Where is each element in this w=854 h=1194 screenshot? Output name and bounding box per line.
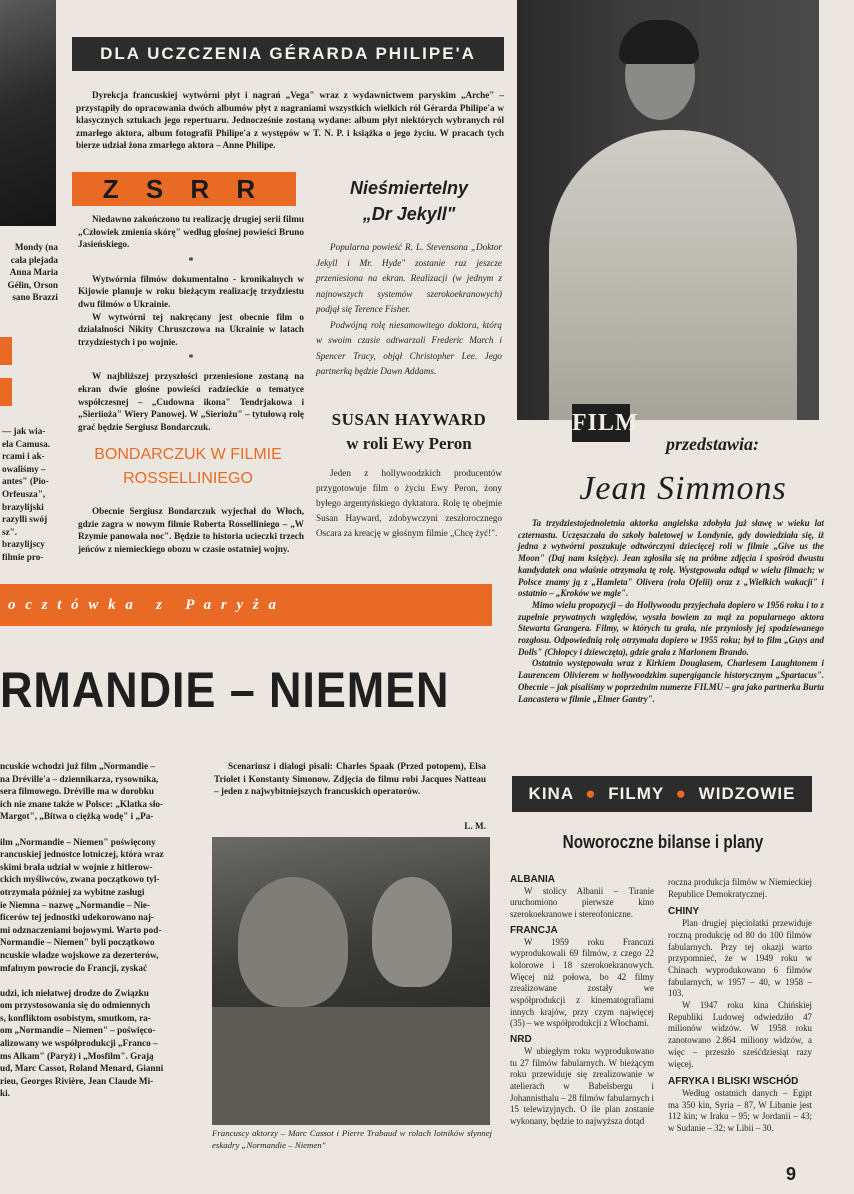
actor-uniform bbox=[212, 1007, 490, 1125]
postcard-line: ud, Marc Cassot, Roland Menard, Gianni bbox=[0, 1063, 164, 1074]
kina-paragraph: roczna produkcja filmów w Niemieckiej Republice Demokratycznej. bbox=[668, 877, 812, 899]
bullet-icon: ● bbox=[675, 784, 687, 803]
fragment-line: Mondy (na bbox=[14, 242, 58, 252]
bondarczuk-article: Obecnie Sergiusz Bondarczuk wyjechał do Włoch, gdzie zagra w nowym filmie Roberta Rosselliniego – „W Rzymie panowała noc". Będzie to historia ucieczki trzech jeńców z niemieckiego obozu w czasie ostatniej wojny. bbox=[78, 506, 304, 554]
jekyll-title-line: „Dr Jekyll" bbox=[362, 204, 456, 224]
fragment-line: Gélin, Orson bbox=[7, 279, 58, 290]
zsrr-paragraph: W wytwórni tej nakręcany jest obecnie film o działalności Nikity Chruszczowa na Ukrainie w latach trzydziestych i po wojnie. bbox=[78, 311, 304, 347]
postcard-line: mfalnym powrocie do Francji, zyskać bbox=[0, 962, 148, 973]
bondarczuk-title-line: ROSSELLINIEGO bbox=[123, 470, 253, 487]
postcard-banner: o c z t ó w k a z P a r y ż a bbox=[0, 584, 492, 626]
postcard-line: ie Niemna – nazwę „Normandie – Nie- bbox=[0, 899, 151, 910]
kina-paragraph: Plan drugiej pięciolatki przewiduje roczną produkcję od 80 do 100 filmów fabularnych. Przy tej okazji warto przypomnieć, że w 1949 roku w Chinach wyprodukowano 6 filmów fabularnych, w 1957 – 40, w 1958 – 103. bbox=[668, 918, 812, 999]
kina-banner-word: WIDZOWIE bbox=[698, 784, 796, 803]
section-heading-nrd: NRD bbox=[510, 1034, 532, 1046]
kina-banner-word: FILMY bbox=[608, 784, 664, 803]
fragment-line: brazylijscy bbox=[2, 539, 45, 550]
postcard-line bbox=[0, 823, 196, 836]
kina-headline: Noworoczne bilanse i plany bbox=[562, 832, 764, 852]
figure-hair bbox=[619, 20, 699, 64]
postcard-line: udzi, ich niełatwej drodze do Związku bbox=[0, 987, 149, 998]
postcard-line: om „Normandie – Niemen" – poświęco- bbox=[0, 1025, 156, 1036]
jekyll-title-line: Nieśmiertelny bbox=[349, 178, 469, 198]
jean-simmons-paragraph: Mimo wielu propozycji – do Hollywoodu przyjechała dopiero w 1956 roku i to z zupełnie prywatnych względów, wyszła bowiem za mąż za popularnego aktora Stewarta Grangera. Filmy, w których tu grała, nie przyniosły jej spodziewanego rozgłosu. Odpowiednią rolę otrzymała dopiero w 1955 roku; był to film „Guys and Dolls" (Chłopcy i dziewczęta), gdzie grała z Marlonem Brando. bbox=[518, 599, 824, 657]
jean-simmons-photo bbox=[517, 0, 819, 420]
fragment-orange-block bbox=[0, 337, 12, 365]
postcard-headline: RMANDIE – NIEMEN bbox=[0, 662, 450, 718]
normandie-niemen-photo bbox=[212, 837, 490, 1125]
section-heading-chiny: CHINY bbox=[668, 906, 700, 918]
jean-simmons-paragraph: Ta trzydziestojednoletnia aktorka angielska zdobyła już sławę w wieku lat czternastu. Uczęszczała do szkoły baletowej w Londynie, gdy dowiedziała się, iż jedna z wytwórni poszukuje odtwórczyni dziecięcej roli w filmie „Give us the Moon" (Daj nam księżyc). Jean zgłosiła się na próbne zdjęcia i spośród dwustu kandydatek ona właśnie otrzymała tę rolę. Występowała odtąd w wielu filmach; w Polsce znamy ją z „Hamleta" Olivera (rola Ofelii) oraz z „Wielkich wakacji" i ostatnio – „Kroków we mgle". bbox=[518, 518, 824, 599]
postcard-line: na Dréville'a – dziennikarza, rysownika, bbox=[0, 773, 159, 784]
postcard-line: ms Alkam" (Paryż) i „Mosfilm". Grają bbox=[0, 1050, 154, 1061]
postcard-signature: L. M. bbox=[464, 821, 486, 831]
postcard-line: Normandie – Niemen" byli początkowo bbox=[0, 937, 155, 948]
postcard-line: Margot", „Bitwa o ciężką wodę" i „Pa- bbox=[0, 811, 154, 822]
film-logo: FILM bbox=[572, 404, 630, 442]
kina-paragraph: W stolicy Albanii – Tiranie uruchomiono pierwsze kino szerokoekranowe i stereofoniczne. bbox=[510, 885, 654, 920]
jekyll-headline bbox=[316, 175, 502, 227]
hayward-headline bbox=[316, 408, 502, 456]
postcard-line: rieu, Georges Rivière, Jean Claude Mi- bbox=[0, 1075, 154, 1086]
fragment-line: — jak wia- bbox=[2, 426, 46, 436]
hayward-article: Jeden z hollywoodzkich producentów przygotowuje film o życiu Ewy Peron, żony byłego argentyńskiego dyktatora. Rolę tę obejmie Susan Hayward, zdobywczyni zeszłorocznego Oscara za kreację w głośnym filmie „Chcę żyć!". bbox=[316, 468, 502, 538]
kina-paragraph: W 1947 roku kina Chińskiej Republiki Ludowej odwiedziło 47 milionów widzów. W 1958 roku zanotowano 2.864 miliony widzów, a więc – przeszło sześćdziesiąt razy więcej. bbox=[668, 1000, 812, 1069]
postcard-line: alizowany we współprodukcji „Franco – bbox=[0, 1038, 158, 1049]
page-number: 9 bbox=[786, 1164, 797, 1184]
normandie-photo-caption: Francuscy aktorzy – Marc Cassot i Pierre Trabaud w rolach lotników słynnej eskadry „Normandie – Niemen" bbox=[212, 1128, 492, 1150]
bondarczuk-headline bbox=[72, 443, 304, 491]
fragment-orange-block bbox=[0, 378, 12, 406]
postcard-line: mi odznaczeniami bojowymi. Warto pod- bbox=[0, 924, 162, 935]
hayward-title-line: w roli Ewy Peron bbox=[346, 434, 472, 453]
kina-col-right bbox=[668, 877, 812, 1135]
fragment-line: cała plejada bbox=[10, 254, 58, 265]
postcard-line: skimi brała udział w wojnie z hitlerow- bbox=[0, 861, 153, 872]
bullet-icon: ● bbox=[585, 784, 597, 803]
gerard-philipe-banner: DLA UCZCZENIA GÉRARDA PHILIPE'A bbox=[72, 37, 504, 71]
postcard-line: ckich myśliwców, zwana początkowo tyl- bbox=[0, 874, 160, 885]
postcard-col2-text: Scenariusz i dialogi pisali: Charles Spaak (Przed potopem), Elsa Triolet i Konstanty Simonow. Zdjęcia do filmu robi Jacques Natteau – jeden z najwybitniejszych francuskich operatorów. bbox=[214, 761, 486, 797]
postcard-line: ki. bbox=[0, 1088, 10, 1099]
actor-left bbox=[238, 877, 348, 1007]
kina-paragraph: Według ostatnich danych – Egipt ma 350 kin, Syria – 87, W Libanie jest 112 kin; w Iraku – 95; w Jordanii – 43; w Sudanie – 32; w Libii – 30. bbox=[668, 1087, 812, 1134]
postcard-line: otrzymała później za wybitne zasługi bbox=[0, 886, 145, 897]
top-left-fragment-text bbox=[4, 241, 58, 304]
zsrr-article bbox=[78, 213, 304, 433]
postcard-line: ficerów tej jednostki udekorowano naj- bbox=[0, 912, 154, 923]
fragment-line: razylli swój bbox=[2, 514, 48, 525]
postcard-col1 bbox=[0, 760, 196, 1100]
postcard-line: ncuskie wchodzi już film „Normandie – bbox=[0, 761, 155, 771]
kina-banner bbox=[512, 776, 812, 812]
fragment-line: owaliśmy – bbox=[2, 463, 46, 474]
postcard-line: om przystosowania się do odmiennych bbox=[0, 1000, 151, 1011]
fragment-line: rcami i ak- bbox=[2, 451, 45, 462]
top-left-photo bbox=[0, 0, 56, 226]
section-heading-francja: FRANCJA bbox=[510, 924, 558, 936]
gerard-philipe-article: Dyrekcja francuskiej wytwórni płyt i nagrań „Vega" wraz z wydawnictwem paryskim „Arche" – przystąpiły do opracowania dwóch albumów płyt z nagraniami wszystkich wielkich ról Gérarda Philipe'a w klasycznych sztukach jego repertuaru. Jednocześnie zostaną wydane: album płyt niektórych wybranych ról zmarłego aktora, album fotografii Philipe'a z występów w T. N. P. i książka o jego życiu. W pracach tych bierze udział żona zmarłego aktora – Anne Philipe. bbox=[76, 90, 504, 151]
separator-star: * bbox=[188, 255, 194, 267]
postcard-line: ncuskie władze wojskowe za dezerterów, bbox=[0, 949, 159, 960]
fragment-line: filmie pro- bbox=[2, 551, 44, 562]
kina-banner-word: KINA bbox=[528, 784, 574, 803]
actor-right bbox=[372, 877, 452, 987]
kina-paragraph: W 1959 roku Francuzi wyprodukowali 69 filmów, z czego 22 kolorowe i 18 szerokoekranowych. Więcej niż połowa, bo 42 filmy zrealizowane zostały we współprodukcji z kinematografiami innych krajów, przy czym najwięcej (35) – we współprodukcji z Włochami. bbox=[510, 936, 654, 1029]
separator-star: * bbox=[188, 353, 194, 365]
fragment-line: Orfeusza", bbox=[2, 488, 46, 499]
mid-left-fragment-text bbox=[2, 425, 56, 564]
kina-col-left bbox=[510, 874, 654, 1128]
section-heading-albania: ALBANIA bbox=[510, 874, 555, 885]
jean-simmons-article bbox=[518, 518, 824, 705]
zsrr-banner: Z S R R bbox=[72, 172, 296, 206]
bondarczuk-title-line: BONDARCZUK W FILMIE bbox=[94, 446, 282, 463]
hayward-title-line: SUSAN HAYWARD bbox=[331, 410, 487, 429]
fragment-line: sz". bbox=[2, 526, 18, 537]
postcard-line: rancuskiej jednostce lotniczej, która wraz bbox=[0, 849, 164, 860]
postcard-line: ich nie znane także w Polsce: „Klatka sło- bbox=[0, 798, 164, 809]
fragment-line: brazylijski bbox=[2, 501, 44, 512]
zsrr-paragraph: Niedawno zakończono tu realizację drugiej serii filmu „Człowiek zmienia skórę" według głośnej powieści Bruno Jasieńskiego. bbox=[78, 214, 304, 250]
jekyll-paragraph: Podwójną rolę niesamowitego doktora, którą w swoim czasie odtwarzali Frederic March i Spencer Tracy, objął Christopher Lee. Jego partnerką będzie Dawn Addams. bbox=[316, 319, 502, 376]
jean-simmons-name: Jean Simmons bbox=[579, 470, 787, 507]
zsrr-paragraph: Wytwórnia filmów dokumentalno - kronikalnych w Kijowie planuje w roku bieżącym realizację trzydziestu dwu filmów o Ukrainie. bbox=[78, 273, 304, 309]
postcard-line bbox=[0, 974, 196, 987]
film-presents-label: przedstawia: bbox=[666, 434, 760, 454]
fragment-line: Anna Maria bbox=[9, 267, 58, 278]
postcard-line: sera filmowego. Dréville ma w dorobku bbox=[0, 786, 154, 797]
zsrr-paragraph: W najbliższej przyszłości przeniesione zostaną na ekran dwie głośne powieści radzieckie o tematyce współczesnej – „Cudowna ikona" Tendrjakowa i „Sieriioża" Wiery Panowej. W „Sieriożu" – tytułową rolę grać będzie Sergiusz Bondarczuk. bbox=[78, 371, 304, 432]
postcard-line: ilm „Normandie – Niemen" poświęcony bbox=[0, 836, 156, 847]
fragment-line: ela Camusa. bbox=[2, 438, 50, 449]
fragment-line: sano Brazzi bbox=[12, 292, 58, 303]
jean-simmons-paragraph: Ostatnio występowała wraz z Kirkiem Douglasem, Charlesem Laughtonem i Laurencem Olivierem w hollywoodzkim supergigancie historycznym „Spartacus". Obecnie – jak pisaliśmy w poprzednim numerze FILMU – gra jako partnerka Burta Lancastera w filmie „Elmer Gantry". bbox=[518, 658, 824, 704]
jekyll-paragraph: Popularna powieść R. L. Stevensona „Doktor Jekyll i Mr. Hyde" zostanie raz jeszcze przeniesiona na ekran. Realizacji (w jednym z najnowszych systemów szerokoekranowych) podjął się Terence Fisher. bbox=[316, 242, 502, 314]
postcard-line: s, konfliktom osobistym, smutkom, ra- bbox=[0, 1012, 151, 1023]
jekyll-article bbox=[316, 240, 502, 380]
kina-paragraph: W ubiegłym roku wyprodukowano tu 27 filmów fabularnych. W bieżącym roku przewiduje się zrealizowanie w atelierach w Babelsbergu i Johannisthalu – 28 filmów fabularnych i 15 telewizyjnych. O ile plan zostanie wykonany, będzie to najwyższa dotąd bbox=[510, 1045, 654, 1127]
section-heading-afryka: AFRYKA I BLISKI WSCHÓD bbox=[668, 1076, 799, 1088]
fragment-line: antes" (Pio- bbox=[2, 476, 49, 487]
figure-robe bbox=[549, 130, 797, 420]
